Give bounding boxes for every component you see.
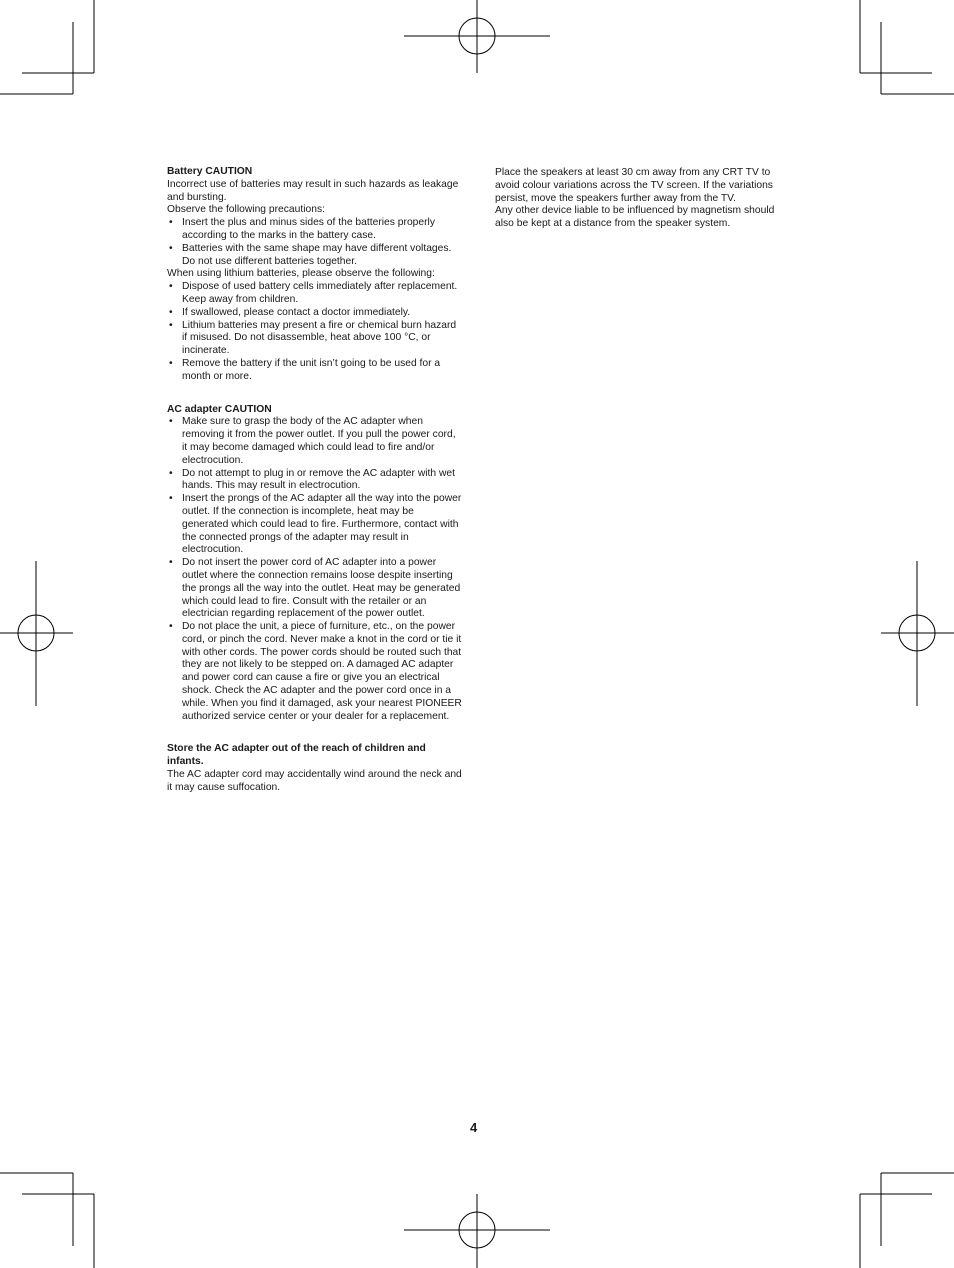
list-item: • Do not attempt to plug in or remove the AC adapter with wet hands. This may result in electrocution. xyxy=(167,468,462,494)
list-item: • Insert the prongs of the AC adapter all the way into the power outlet. If the connection is incomplete, heat may be generated which could lead to fire. Furthermore, contact with the connected prongs of the adapter may result in electrocution. xyxy=(167,493,462,557)
store-adapter-text: The AC adapter cord may accidentally wind around the neck and it may cause suffocation. xyxy=(167,769,462,793)
speaker-placement-text: Place the speakers at least 30 cm away from any CRT TV to avoid colour variations across the TV screen. If the variations persist, move the speakers further away from the TV. xyxy=(495,167,773,204)
list-item: • Do not insert the power cord of AC adapter into a power outlet where the connection remains loose despite inserting the prongs all the way into the outlet. Heat may be generated which could lead to fire. Consult with the retailer or an electrician regarding replacement of the power outlet. xyxy=(167,557,462,621)
spacer xyxy=(167,723,462,736)
ac-adapter-precautions-list xyxy=(167,416,462,723)
list-item: • Dispose of used battery cells immediately after replacement. Keep away from children. xyxy=(167,281,462,307)
battery-precautions-intro: Observe the following precautions: xyxy=(167,204,325,216)
list-item: • Insert the plus and minus sides of the batteries properly according to the marks in the battery case. xyxy=(167,217,462,243)
battery-caution-heading: Battery CAUTION xyxy=(167,166,253,177)
store-adapter-section xyxy=(167,743,462,794)
battery-caution-section xyxy=(167,166,462,384)
spacer xyxy=(167,397,462,404)
store-adapter-heading: Store the AC adapter out of the reach of children and infants. xyxy=(167,743,426,768)
list-item: • Lithium batteries may present a fire or chemical burn hazard if misused. Do not disassemble, heat above 100 °C, or incinerate. xyxy=(167,320,462,358)
lithium-intro: When using lithium batteries, please observe the following: xyxy=(167,268,435,280)
spacer xyxy=(167,736,462,743)
spacer xyxy=(167,384,462,397)
battery-precautions-list xyxy=(167,217,462,268)
list-item: • Do not place the unit, a piece of furniture, etc., on the power cord, or pinch the cord. Never make a knot in the cord or tie it with other cords. The power cords should be routed such that they are not likely to be stepped on. A damaged AC adapter and power cord can cause a fire or give you an electrical shock. Check the AC adapter and the power cord once in a while. When you find it damaged, ask your nearest PIONEER authorized service center or your dealer for a replacement. xyxy=(167,621,462,723)
ac-adapter-caution-section xyxy=(167,404,462,724)
list-item: • Make sure to grasp the body of the AC adapter when removing it from the power outlet. If you pull the power cord, it may become damaged which could lead to fire and/or electrocution. xyxy=(167,416,462,467)
list-item: • Remove the battery if the unit isn’t going to be used for a month or more. xyxy=(167,358,462,384)
lithium-precautions-list xyxy=(167,281,462,383)
list-item: • Batteries with the same shape may have different voltages. Do not use different batteries together. xyxy=(167,243,462,269)
list-item: • If swallowed, please contact a doctor immediately. xyxy=(167,307,462,320)
right-column xyxy=(495,167,791,231)
magnetism-text: Any other device liable to be influenced by magnetism should also be kept at a distance from the speaker system. xyxy=(495,205,775,230)
battery-intro: Incorrect use of batteries may result in such hazards as leakage and bursting. xyxy=(167,178,459,203)
left-column xyxy=(167,166,462,795)
page-number: 4 xyxy=(470,1120,478,1135)
ac-adapter-caution-heading: AC adapter CAUTION xyxy=(167,403,272,415)
